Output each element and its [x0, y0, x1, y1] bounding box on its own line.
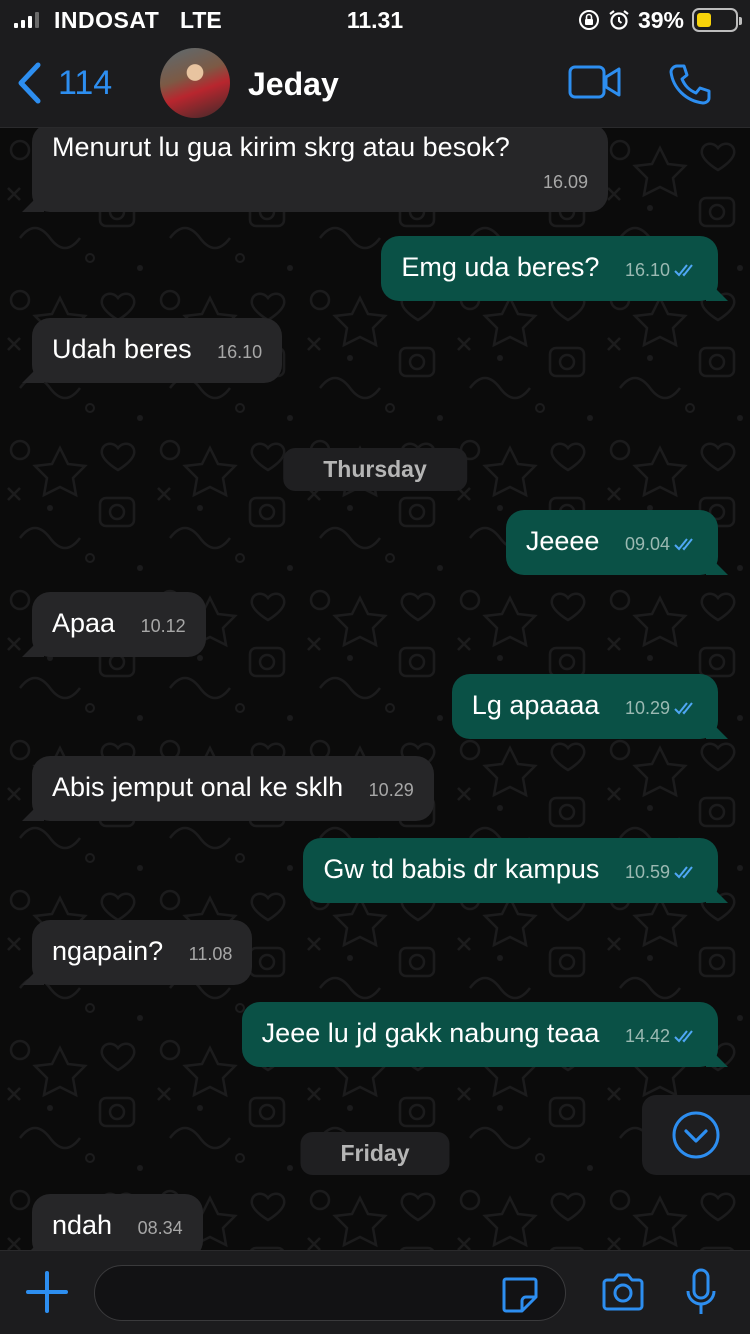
network-type: LTE [180, 7, 222, 33]
alarm-icon [608, 9, 630, 31]
message-outgoing[interactable] [506, 510, 718, 575]
message-text: ndah [52, 1210, 113, 1240]
read-receipt-icon [674, 701, 698, 715]
message-time: 10.29 [624, 698, 670, 718]
message-time: 10.12 [140, 616, 186, 636]
read-receipt-icon [674, 537, 698, 551]
back-button[interactable] [16, 62, 112, 104]
message-text: Jeeee [525, 526, 600, 556]
message-text: Lg apaaaa [471, 690, 600, 720]
chat-header [0, 40, 750, 128]
day-separator: Friday [300, 1132, 449, 1175]
message-text: Gw td babis dr kampus [323, 854, 600, 884]
message-time: 14.42 [624, 1026, 670, 1046]
day-separator: Thursday [283, 448, 467, 491]
battery-level [697, 13, 711, 27]
message-incoming[interactable] [32, 920, 252, 985]
message-input[interactable] [94, 1265, 566, 1321]
contact-name[interactable]: Jeday [248, 66, 339, 102]
battery-icon [692, 8, 738, 32]
chevron-left-icon [16, 62, 42, 104]
message-incoming[interactable] [32, 128, 608, 212]
read-receipt-icon [674, 263, 698, 277]
message-text: ngapain? [52, 936, 164, 966]
message-input-bar [0, 1250, 750, 1334]
chat-area[interactable] [0, 128, 750, 1250]
message-text: Menurut lu gua kirim skrg atau besok? [52, 132, 510, 162]
message-time: 09.04 [624, 534, 670, 554]
message-incoming[interactable] [32, 592, 206, 657]
carrier-name: INDOSAT [54, 7, 160, 33]
video-call-icon[interactable] [568, 62, 622, 102]
camera-icon[interactable] [600, 1271, 646, 1313]
message-outgoing[interactable] [381, 236, 718, 301]
message-time: 10.29 [368, 780, 414, 800]
avatar[interactable] [160, 48, 230, 118]
message-time: 10.59 [624, 862, 670, 882]
chevron-down-circle-icon [671, 1110, 721, 1160]
message-text: Udah beres [52, 334, 192, 364]
message-time: 11.08 [188, 944, 233, 964]
message-incoming[interactable] [32, 1194, 203, 1250]
orientation-lock-icon [578, 9, 600, 31]
message-outgoing[interactable] [452, 674, 718, 739]
message-incoming[interactable] [32, 318, 282, 383]
message-time: 16.10 [624, 260, 670, 280]
sticker-icon[interactable] [500, 1275, 540, 1315]
message-text: Abis jemput onal ke sklh [52, 772, 344, 802]
message-incoming[interactable] [32, 756, 434, 821]
message-time: 08.34 [137, 1218, 183, 1238]
phone-icon[interactable] [668, 62, 712, 106]
battery-percent: 39% [637, 6, 684, 33]
message-text: Jeee lu jd gakk nabung teaa [261, 1018, 600, 1048]
message-time: 16.09 [542, 172, 588, 192]
message-time: 16.10 [217, 342, 263, 362]
plus-icon[interactable] [24, 1269, 70, 1315]
message-text: Apaa [52, 608, 116, 638]
scroll-to-bottom-button[interactable] [642, 1095, 750, 1175]
microphone-icon[interactable] [684, 1267, 718, 1319]
message-outgoing[interactable] [303, 838, 718, 903]
clock: 11.31 [346, 7, 404, 33]
read-receipt-icon [674, 865, 698, 879]
status-bar [0, 0, 750, 40]
read-receipt-icon [674, 1029, 698, 1043]
message-outgoing[interactable] [242, 1002, 718, 1067]
unread-count: 114 [58, 63, 113, 102]
message-text: Emg uda beres? [401, 252, 600, 282]
